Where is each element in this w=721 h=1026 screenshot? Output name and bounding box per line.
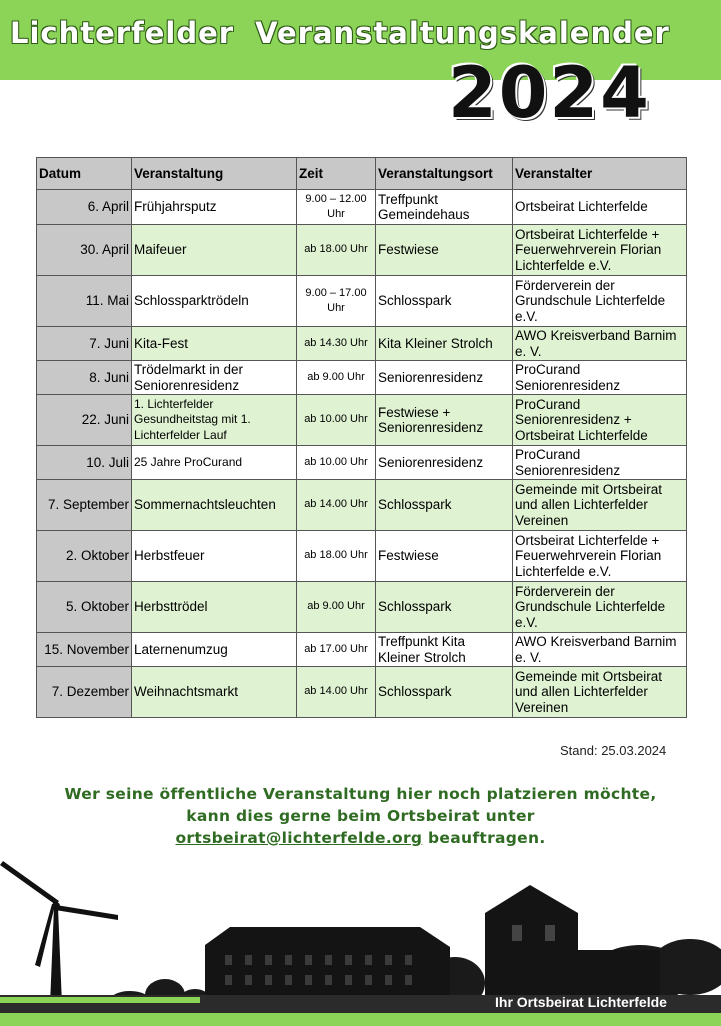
table-row bbox=[37, 480, 687, 531]
event-time: 9.00 – 12.00 Uhr bbox=[297, 190, 376, 225]
event-organizer: Gemeinde mit Ortsbeirat und allen Lichterfelder Vereinen bbox=[513, 667, 687, 718]
events-table bbox=[36, 157, 687, 718]
event-organizer: ProCurand Seniorenresidenz bbox=[513, 446, 687, 480]
event-date: 6. April bbox=[37, 190, 132, 225]
event-date: 7. Juni bbox=[37, 327, 132, 361]
event-organizer: Ortsbeirat Lichterfelde bbox=[513, 190, 687, 225]
table-row bbox=[37, 633, 687, 667]
table-header-row bbox=[37, 158, 687, 190]
event-organizer: Förderverein der Grundschule Lichterfelde e.V. bbox=[513, 582, 687, 633]
event-time: ab 14.00 Uhr bbox=[297, 667, 376, 718]
event-organizer: AWO Kreisverband Barnim e. V. bbox=[513, 327, 687, 361]
event-name: Schlossparktrödeln bbox=[132, 276, 297, 327]
event-venue: Treffpunkt Gemeindehaus bbox=[376, 190, 513, 225]
event-organizer: AWO Kreisverband Barnim e. V. bbox=[513, 633, 687, 667]
event-time: ab 17.00 Uhr bbox=[297, 633, 376, 667]
event-time: ab 18.00 Uhr bbox=[297, 531, 376, 582]
event-venue: Festwiese bbox=[376, 531, 513, 582]
event-venue: Seniorenresidenz bbox=[376, 446, 513, 480]
event-name: Frühjahrsputz bbox=[132, 190, 297, 225]
event-venue: Seniorenresidenz bbox=[376, 361, 513, 395]
column-header-time: Zeit bbox=[297, 158, 376, 190]
event-venue: Schlosspark bbox=[376, 582, 513, 633]
event-date: 10. Juli bbox=[37, 446, 132, 480]
table-row bbox=[37, 582, 687, 633]
event-time: ab 14.00 Uhr bbox=[297, 480, 376, 531]
table-row bbox=[37, 361, 687, 395]
column-header-organizer: Veranstalter bbox=[513, 158, 687, 190]
wind-turbine-icon bbox=[0, 861, 118, 1005]
page-title: Lichterfelder Veranstaltungskalender bbox=[10, 16, 670, 50]
event-date: 5. Oktober bbox=[37, 582, 132, 633]
event-time: ab 10.00 Uhr bbox=[297, 395, 376, 446]
event-time: ab 9.00 Uhr bbox=[297, 361, 376, 395]
year-heading: 2024 bbox=[448, 52, 651, 134]
email-link[interactable]: ortsbeirat@lichterfelde.org bbox=[175, 829, 423, 847]
event-organizer: ProCurand Seniorenresidenz + Ortsbeirat Lichterfelde bbox=[513, 395, 687, 446]
event-name: 1. Lichterfelder Gesundheitstag mit 1. Lichterfelder Lauf bbox=[132, 395, 297, 446]
event-venue: Kita Kleiner Strolch bbox=[376, 327, 513, 361]
notice-line-3 bbox=[20, 827, 701, 849]
notice-line-1: Wer seine öffentliche Veranstaltung hier noch platzieren möchte, bbox=[64, 785, 657, 803]
event-time: ab 18.00 Uhr bbox=[297, 225, 376, 276]
column-header-venue: Veranstaltungsort bbox=[376, 158, 513, 190]
event-date: 7. Dezember bbox=[37, 667, 132, 718]
event-organizer: Ortsbeirat Lichterfelde + Feuerwehrverein Florian Lichterfelde e.V. bbox=[513, 225, 687, 276]
event-date: 7. September bbox=[37, 480, 132, 531]
event-name: Kita-Fest bbox=[132, 327, 297, 361]
table-row bbox=[37, 531, 687, 582]
event-venue: Schlosspark bbox=[376, 667, 513, 718]
column-header-date: Datum bbox=[37, 158, 132, 190]
footer-signature: Ihr Ortsbeirat Lichterfelde bbox=[495, 994, 667, 1010]
event-name: 25 Jahre ProCurand bbox=[132, 446, 297, 480]
event-venue: Festwiese + Seniorenresidenz bbox=[376, 395, 513, 446]
event-name: Weihnachtsmarkt bbox=[132, 667, 297, 718]
event-date: 30. April bbox=[37, 225, 132, 276]
event-venue: Schlosspark bbox=[376, 276, 513, 327]
table-row bbox=[37, 395, 687, 446]
submission-notice bbox=[20, 783, 701, 849]
table-row bbox=[37, 190, 687, 225]
event-name: Laternenumzug bbox=[132, 633, 297, 667]
column-header-event: Veranstaltung bbox=[132, 158, 297, 190]
event-date: 15. November bbox=[37, 633, 132, 667]
event-time: ab 9.00 Uhr bbox=[297, 582, 376, 633]
notice-line-2: kann dies gerne beim Ortsbeirat unter bbox=[186, 807, 535, 825]
event-organizer: Gemeinde mit Ortsbeirat und allen Lichterfelder Vereinen bbox=[513, 480, 687, 531]
table-row bbox=[37, 225, 687, 276]
event-name: Sommernachtsleuchten bbox=[132, 480, 297, 531]
event-organizer: Ortsbeirat Lichterfelde + Feuerwehrverein Florian Lichterfelde e.V. bbox=[513, 531, 687, 582]
event-venue: Festwiese bbox=[376, 225, 513, 276]
event-date: 22. Juni bbox=[37, 395, 132, 446]
table-row bbox=[37, 327, 687, 361]
event-time: ab 14.30 Uhr bbox=[297, 327, 376, 361]
event-time: ab 10.00 Uhr bbox=[297, 446, 376, 480]
event-venue: Schlosspark bbox=[376, 480, 513, 531]
event-name: Maifeuer bbox=[132, 225, 297, 276]
event-name: Herbstfeuer bbox=[132, 531, 297, 582]
event-organizer: Förderverein der Grundschule Lichterfelde e.V. bbox=[513, 276, 687, 327]
update-date: Stand: 25.03.2024 bbox=[560, 743, 667, 758]
table-row bbox=[37, 667, 687, 718]
event-time: 9.00 – 17.00 Uhr bbox=[297, 276, 376, 327]
table-row bbox=[37, 276, 687, 327]
event-venue: Treffpunkt Kita Kleiner Strolch bbox=[376, 633, 513, 667]
event-organizer: ProCurand Seniorenresidenz bbox=[513, 361, 687, 395]
event-name: Trödelmarkt in der Seniorenresidenz bbox=[132, 361, 297, 395]
footer-green-bar bbox=[0, 1013, 721, 1026]
event-date: 2. Oktober bbox=[37, 531, 132, 582]
event-date: 8. Juni bbox=[37, 361, 132, 395]
notice-suffix: beauftragen. bbox=[428, 829, 546, 847]
event-date: 11. Mai bbox=[37, 276, 132, 327]
event-name: Herbsttrödel bbox=[132, 582, 297, 633]
table-row bbox=[37, 446, 687, 480]
